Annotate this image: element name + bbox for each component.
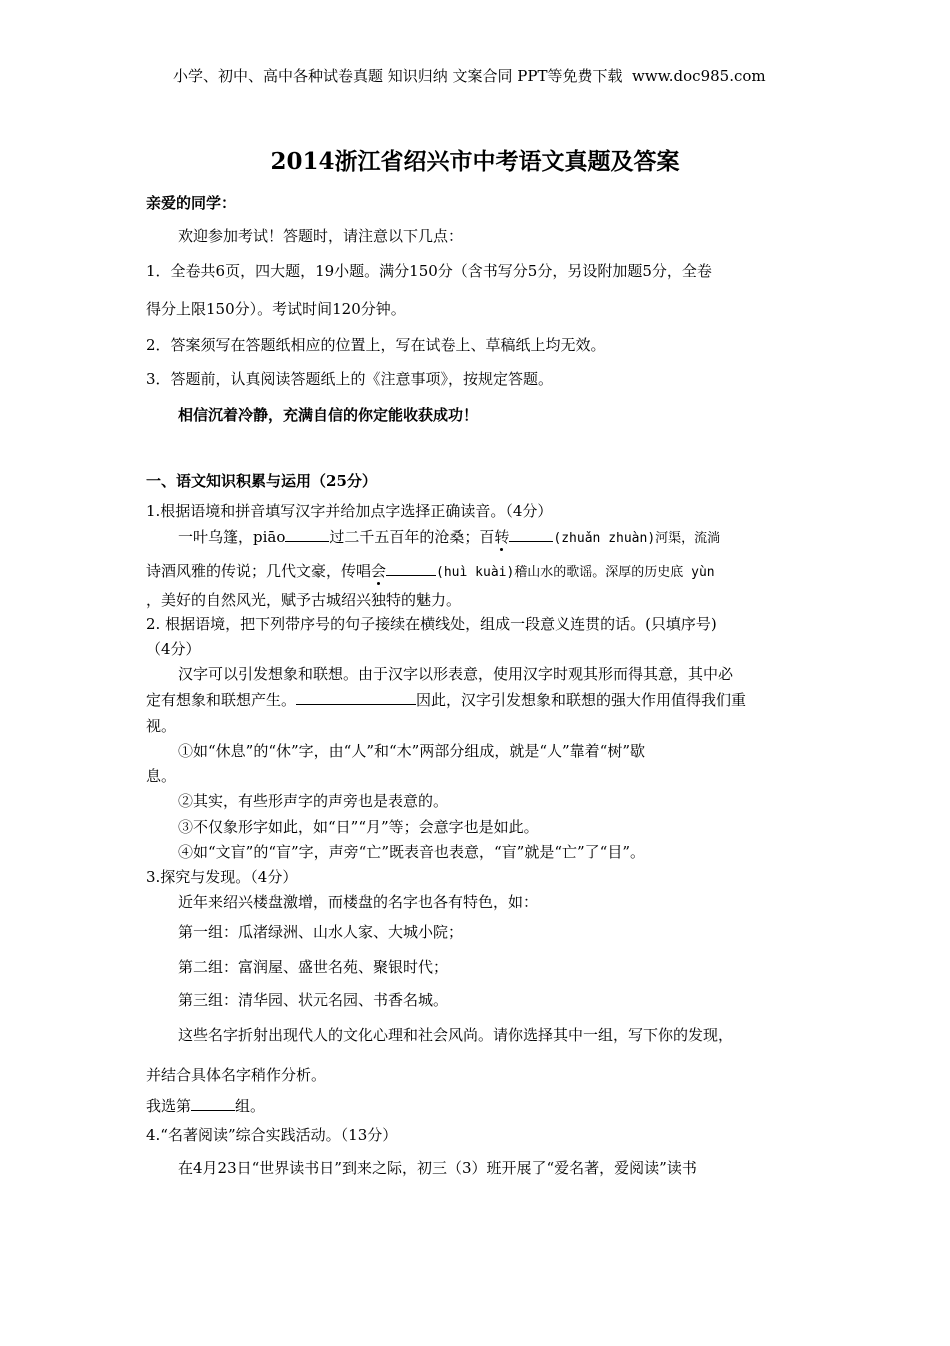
q3-choose-a: 我选第 bbox=[146, 1097, 192, 1115]
q1-line-3: ，美好的自然风光，赋予古城绍兴独特的魅力。 bbox=[146, 591, 462, 609]
q3-title: 3.探究与发现。（4分） bbox=[146, 868, 298, 886]
q1-blank-piao[interactable] bbox=[285, 527, 329, 542]
q2-para-a: 定有想象和联想产生。 bbox=[146, 691, 297, 709]
header-url: www.doc985.com bbox=[632, 67, 766, 85]
greeting: 亲爱的同学： bbox=[146, 194, 237, 212]
q4-title: 4.“名著阅读”综合实践活动。（13分） bbox=[146, 1126, 398, 1144]
q1-line-1 bbox=[178, 527, 720, 549]
q2-answer-blank[interactable] bbox=[296, 690, 416, 705]
note-2: 2．答案须写在答题纸相应的位置上，写在试卷上、草稿纸上均无效。 bbox=[146, 336, 606, 354]
q2-option-2: ②其实，有些形声字的声旁也是表意的。 bbox=[178, 792, 449, 810]
q3-choose bbox=[146, 1096, 265, 1116]
q3-intro: 近年来绍兴楼盘激增，而楼盘的名字也各有特色，如： bbox=[178, 893, 539, 911]
note-1-line-1: 1．全卷共6页，四大题，19小题。满分150分（含书写分5分，另设附加题5分，全卷 bbox=[146, 262, 712, 280]
q3-group-3: 第三组：清华园、状元名园、书香名城。 bbox=[178, 991, 449, 1009]
q1-dotted-hui: 会 bbox=[371, 562, 387, 580]
q1-text-c: (zhuǎn zhuàn)河渠，流淌 bbox=[553, 531, 721, 546]
q3-group-1: 第一组：瓜渚绿洲、山水人家、大城小院； bbox=[178, 923, 464, 941]
q3-ask-line-1: 这些名字折射出现代人的文化心理和社会风尚。请你选择其中一组，写下你的发现， bbox=[178, 1026, 734, 1044]
q1-blank-zhuan[interactable] bbox=[509, 527, 553, 542]
q2-para-b: 因此，汉字引发想象和联想的强大作用值得我们重 bbox=[416, 691, 747, 709]
welcome: 欢迎参加考试！答题时，请注意以下几点： bbox=[178, 227, 464, 245]
note-1-line-2: 得分上限150分）。考试时间120分钟。 bbox=[146, 300, 406, 318]
q1-line-2 bbox=[146, 561, 715, 583]
q1-dotted-zhuan: 转 bbox=[494, 528, 510, 546]
q2-option-4: ④如“文盲”的“盲”字，声旁“亡”既表音也表意，“盲”就是“亡”了“目”。 bbox=[178, 843, 646, 861]
q2-para-line-1: 汉字可以引发想象和联想。由于汉字以形表意，使用汉字时观其形而得其意，其中必 bbox=[178, 665, 734, 683]
q3-group-blank[interactable] bbox=[191, 1096, 235, 1111]
q2-option-1-line-1: ①如“休息”的“休”字，由“人”和“木”两部分组成，就是“人”靠着“树”歇 bbox=[178, 742, 646, 760]
q1-text-e: (huì kuài)稽山水的歌谣。深厚的历史底 yùn bbox=[436, 565, 715, 580]
q4-line-1: 在4月23日“世界读书日”到来之际，初三（3）班开展了“爱名著，爱阅读”读书 bbox=[178, 1159, 697, 1177]
q3-ask-line-2: 并结合具体名字稍作分析。 bbox=[146, 1066, 327, 1084]
q2-option-3: ③不仅象形字如此，如“日”“月”等；会意字也是如此。 bbox=[178, 818, 539, 836]
section-1-heading: 一、语文知识积累与运用（25分） bbox=[146, 472, 377, 490]
q2-para-line-3: 视。 bbox=[146, 717, 177, 735]
q1-text-a: 一叶乌篷，piāo bbox=[178, 528, 286, 546]
q3-group-2: 第二组：富润屋、盛世名苑、聚银时代； bbox=[178, 958, 449, 976]
q1-title: 1.根据语境和拼音填写汉字并给加点字选择正确读音。（4分） bbox=[146, 502, 553, 520]
encouragement: 相信沉着冷静，充满自信的你定能收获成功！ bbox=[178, 406, 479, 424]
q1-text-d: 诗酒风雅的传说；几代文豪，传唱 bbox=[146, 562, 372, 580]
note-3: 3．答题前，认真阅读答题纸上的《注意事项》，按规定答题。 bbox=[146, 370, 554, 388]
page-title: 2014浙江省绍兴市中考语文真题及答案 bbox=[270, 148, 680, 175]
q1-blank-hui[interactable] bbox=[386, 561, 436, 576]
q2-title-line-2: （4分） bbox=[146, 640, 201, 658]
q2-option-1-line-2: 息。 bbox=[146, 767, 177, 785]
q2-para-line-2 bbox=[146, 690, 746, 710]
page-header bbox=[173, 66, 766, 86]
q3-choose-b: 组。 bbox=[235, 1097, 266, 1115]
header-text: 小学、初中、高中各种试卷真题 知识归纳 文案合同 PPT等免费下载 bbox=[173, 67, 623, 85]
q2-title-line-1: 2. 根据语境，把下列带序号的句子接续在横线处，组成一段意义连贯的话。(只填序号) bbox=[146, 615, 717, 633]
q1-text-b: 过二千五百年的沧桑；百 bbox=[329, 528, 495, 546]
